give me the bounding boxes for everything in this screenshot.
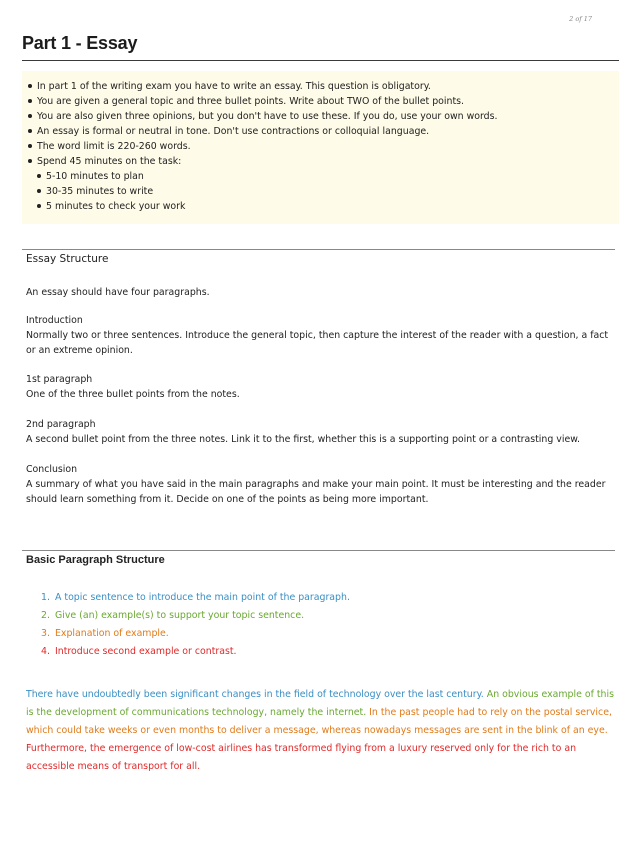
- first-paragraph-text: One of the three bullet points from the notes.: [26, 389, 240, 400]
- page-title: Part 1 - Essay: [22, 33, 138, 53]
- note-item: [28, 79, 619, 94]
- note-text: An essay is formal or neutral in tone. Don't use contractions or colloquial language.: [37, 126, 430, 137]
- bullet-icon: [37, 174, 41, 178]
- note-subitem: [28, 199, 619, 214]
- introduction-text: Normally two or three sentences. Introduce the general topic, then capture the interest of the reader with a question, a fact or an extreme opinion.: [26, 330, 609, 356]
- step-number: 4.: [41, 646, 50, 657]
- conclusion-text: A summary of what you have said in the main paragraphs and make your main point. It must be interesting and the reader should learn something from it. Decide on one of the points as being more important.: [26, 479, 606, 505]
- paragraph-step: [41, 625, 350, 643]
- bullet-icon: [28, 99, 32, 103]
- section-divider: [22, 550, 615, 551]
- introduction-label: Introduction: [26, 315, 83, 326]
- title-divider: [22, 60, 619, 61]
- step-text: A topic sentence to introduce the main point of the paragraph.: [55, 592, 350, 603]
- essay-structure-heading: Essay Structure: [26, 253, 109, 265]
- step-number: 2.: [41, 610, 50, 621]
- note-text: Spend 45 minutes on the task:: [37, 156, 182, 167]
- note-text: In part 1 of the writing exam you have to write an essay. This question is obligatory.: [37, 81, 431, 92]
- bullet-icon: [28, 144, 32, 148]
- example-paragraph: [26, 686, 616, 776]
- step-text: Explanation of example.: [55, 628, 169, 639]
- essay-intro-text: An essay should have four paragraphs.: [26, 287, 210, 298]
- section-divider: [22, 249, 615, 250]
- example-topic-sentence: There have undoubtedly been significant changes in the field of technology over the last century.: [26, 689, 487, 701]
- page-number: 2 of 17: [569, 15, 592, 23]
- paragraph-structure-heading: Basic Paragraph Structure: [26, 554, 165, 566]
- step-number: 1.: [41, 592, 50, 603]
- exam-notes-list: [28, 79, 619, 214]
- note-item: [28, 109, 619, 124]
- note-item: [28, 124, 619, 139]
- paragraph-step: [41, 589, 350, 607]
- paragraph-steps-list: [41, 589, 350, 661]
- bullet-icon: [28, 129, 32, 133]
- note-item: [28, 94, 619, 109]
- note-text: You are also given three opinions, but you don't have to use these. If you do, use your own words.: [37, 111, 498, 122]
- step-text: Give (an) example(s) to support your topic sentence.: [55, 610, 305, 621]
- example-supporting-example: An obvious example of this is the development of communications technology, namely the internet.: [26, 689, 614, 719]
- example-explanation: In the past people had to rely on the postal service, which could take weeks or even months to deliver a message, whereas nowadays messages are sent in the blink of an eye.: [26, 707, 612, 737]
- note-text: You are given a general topic and three bullet points. Write about TWO of the bullet points.: [37, 96, 464, 107]
- exam-notes-box: [22, 71, 619, 224]
- note-text: 30-35 minutes to write: [46, 186, 154, 197]
- conclusion-label: Conclusion: [26, 464, 78, 475]
- second-paragraph-text: A second bullet point from the three notes. Link it to the first, whether this is a supporting point or a contrasting view.: [26, 434, 580, 445]
- first-paragraph-label: 1st paragraph: [26, 374, 93, 385]
- note-text: The word limit is 220-260 words.: [37, 141, 191, 152]
- note-text: 5-10 minutes to plan: [46, 171, 144, 182]
- note-subitem: [28, 184, 619, 199]
- note-item: [28, 154, 619, 169]
- bullet-icon: [28, 84, 32, 88]
- step-number: 3.: [41, 628, 50, 639]
- bullet-icon: [28, 114, 32, 118]
- bullet-icon: [28, 159, 32, 163]
- paragraph-step: [41, 607, 350, 625]
- bullet-icon: [37, 189, 41, 193]
- step-text: Introduce second example or contrast.: [55, 646, 237, 657]
- note-item: [28, 139, 619, 154]
- second-paragraph-label: 2nd paragraph: [26, 419, 96, 430]
- note-subitem: [28, 169, 619, 184]
- note-text: 5 minutes to check your work: [46, 201, 186, 212]
- example-second-example: Furthermore, the emergence of low-cost airlines has transformed flying from a luxury reserved only for the rich to an accessible means of transport for all.: [26, 743, 577, 773]
- bullet-icon: [37, 204, 41, 208]
- paragraph-step: [41, 643, 350, 661]
